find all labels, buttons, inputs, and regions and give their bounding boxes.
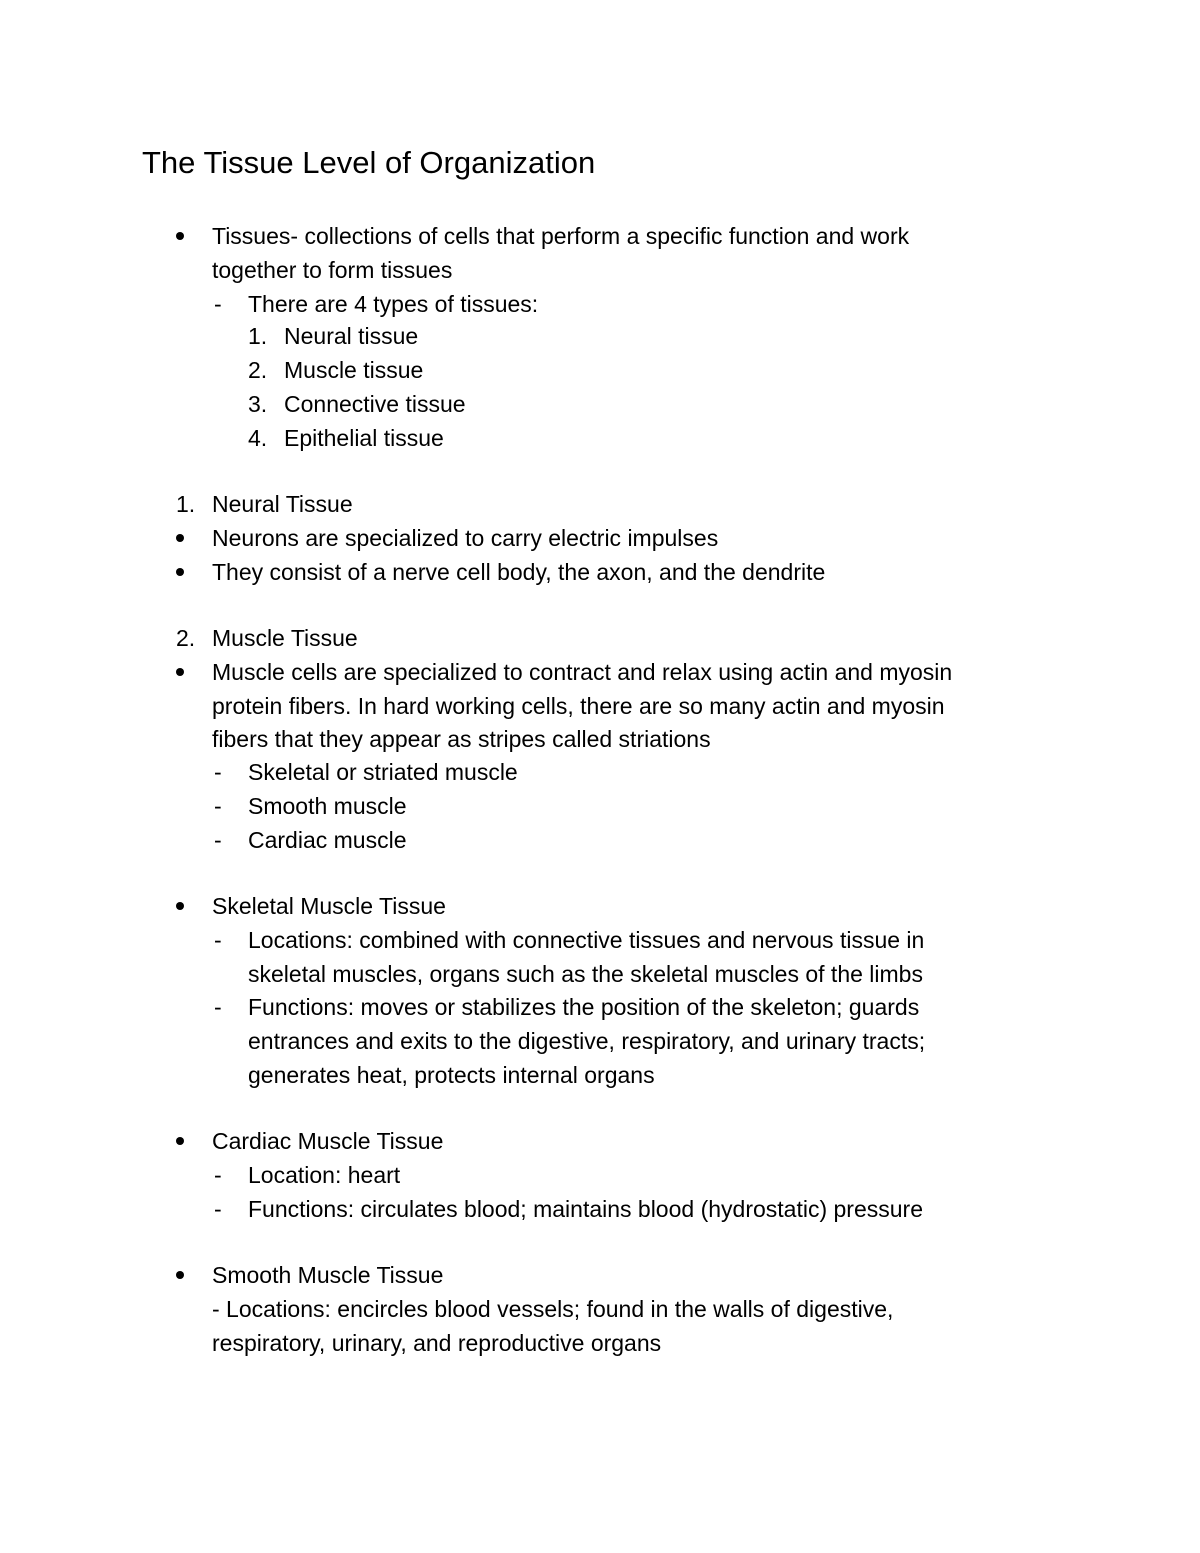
type-number: 1. bbox=[248, 323, 268, 349]
muscle-bullet-line3: fibers that they appear as stripes called striations bbox=[212, 726, 711, 752]
section-number: 1. bbox=[176, 491, 196, 517]
bullet-icon bbox=[176, 1137, 184, 1145]
cardiac-location: Location: heart bbox=[248, 1162, 401, 1188]
skeletal-locations-line2: skeletal muscles, organs such as the skeletal muscles of the limbs bbox=[248, 961, 923, 987]
page-title: The Tissue Level of Organization bbox=[142, 145, 596, 180]
bullet-icon bbox=[176, 232, 184, 240]
dash-marker: - bbox=[214, 759, 222, 785]
skeletal-functions-line3: generates heat, protects internal organs bbox=[248, 1062, 655, 1088]
neural-bullet: Neurons are specialized to carry electric impulses bbox=[212, 525, 719, 551]
muscle-type-item: Smooth muscle bbox=[248, 793, 407, 819]
type-number: 4. bbox=[248, 425, 268, 451]
dash-marker: - bbox=[214, 927, 222, 953]
dash-marker: - bbox=[214, 1162, 222, 1188]
bullet-icon bbox=[176, 534, 184, 542]
type-number: 2. bbox=[248, 357, 268, 383]
skeletal-functions-line2: entrances and exits to the digestive, respiratory, and urinary tracts; bbox=[248, 1028, 926, 1054]
section-number: 2. bbox=[176, 625, 196, 651]
muscle-type-item: Skeletal or striated muscle bbox=[248, 759, 518, 785]
dash-marker: - bbox=[214, 994, 222, 1020]
section-heading-skeletal: Skeletal Muscle Tissue bbox=[212, 893, 446, 919]
bullet-icon bbox=[176, 1271, 184, 1279]
smooth-locations-line2: respiratory, urinary, and reproductive organs bbox=[212, 1330, 662, 1356]
dash-marker: - bbox=[214, 291, 222, 317]
neural-bullet: They consist of a nerve cell body, the axon, and the dendrite bbox=[212, 559, 826, 585]
type-item: Muscle tissue bbox=[284, 357, 424, 383]
bullet-icon bbox=[176, 902, 184, 910]
section-heading-cardiac: Cardiac Muscle Tissue bbox=[212, 1128, 444, 1154]
intro-bullet-line2: together to form tissues bbox=[212, 257, 453, 283]
type-item: Neural tissue bbox=[284, 323, 419, 349]
cardiac-functions: Functions: circulates blood; maintains blood (hydrostatic) pressure bbox=[248, 1196, 923, 1222]
type-number: 3. bbox=[248, 391, 268, 417]
skeletal-functions-line1: Functions: moves or stabilizes the position of the skeleton; guards bbox=[248, 994, 920, 1020]
section-heading-neural: Neural Tissue bbox=[212, 491, 353, 517]
bullet-icon bbox=[176, 668, 184, 676]
dash-marker: - bbox=[214, 1196, 222, 1222]
muscle-bullet-line1: Muscle cells are specialized to contract and relax using actin and myosin bbox=[212, 659, 953, 685]
types-intro: There are 4 types of tissues: bbox=[248, 291, 539, 317]
muscle-bullet-line2: protein fibers. In hard working cells, there are so many actin and myosin bbox=[212, 693, 945, 719]
intro-bullet-line1: Tissues- collections of cells that perform a specific function and work bbox=[212, 223, 910, 249]
dash-marker: - bbox=[214, 793, 222, 819]
muscle-type-item: Cardiac muscle bbox=[248, 827, 407, 853]
section-heading-smooth: Smooth Muscle Tissue bbox=[212, 1262, 444, 1288]
bullet-icon bbox=[176, 568, 184, 576]
skeletal-locations-line1: Locations: combined with connective tissues and nervous tissue in bbox=[248, 927, 925, 953]
section-heading-muscle: Muscle Tissue bbox=[212, 625, 358, 651]
dash-marker: - bbox=[214, 827, 222, 853]
type-item: Connective tissue bbox=[284, 391, 466, 417]
smooth-locations-line1: - Locations: encircles blood vessels; found in the walls of digestive, bbox=[212, 1296, 894, 1322]
type-item: Epithelial tissue bbox=[284, 425, 444, 451]
